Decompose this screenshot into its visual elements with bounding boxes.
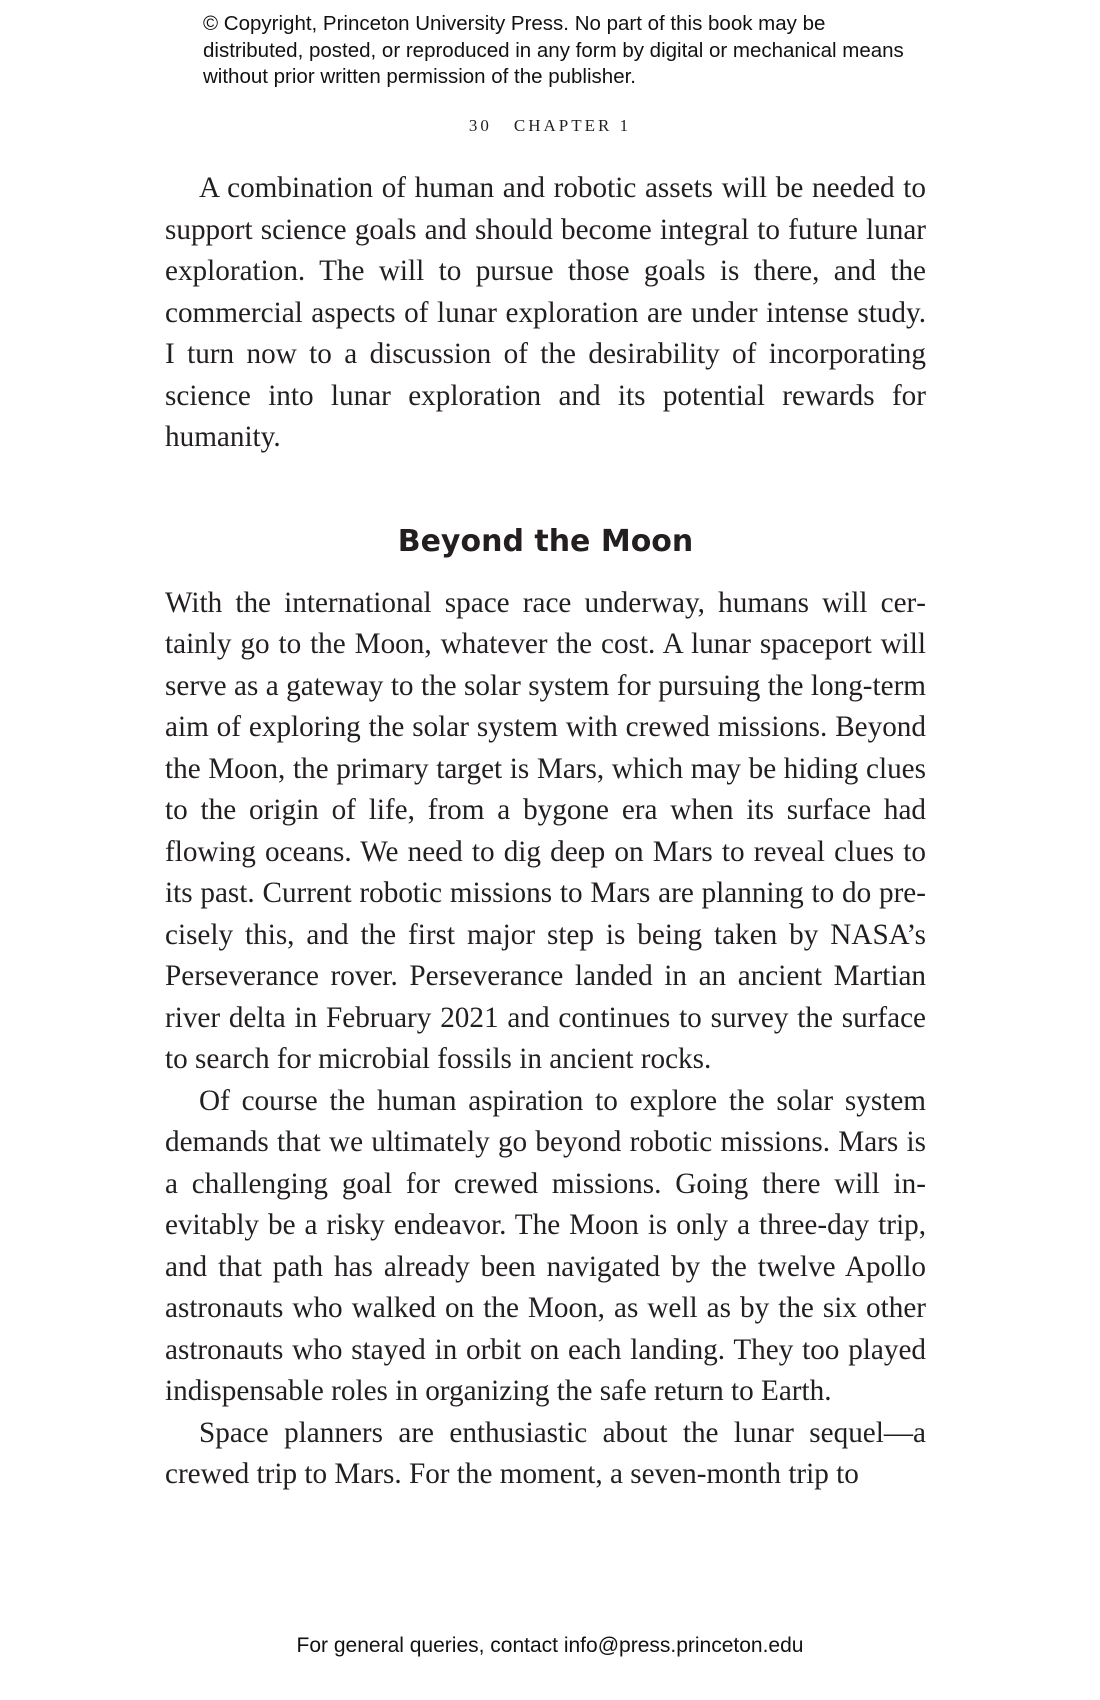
page-number: 30: [468, 116, 492, 135]
copyright-notice: © Copyright, Princeton University Press. No part of this book may be distributed, posted, or reproduced in any form by digital or mechanical means without prior written permission of the publisher.: [203, 12, 904, 88]
paragraph: With the international space race underway, humans will certainly go to the Moon, whatever the cost. A lunar spaceport will serve as a gateway to the solar system for pursuing the long-term aim of exploring the solar system with crewed missions. Beyond the Moon, the primary target is Mars, which may be hiding clues to the origin of life, from a bygone era when its surface had flowing oceans. We need to dig deep on Mars to reveal clues to its past. Current robotic missions to Mars are planning to do precisely this, and the first major step is being taken by NASA’s Perseverance rover. Perseverance landed in an ancient Martian river delta in February 2021 and continues to survey the surface to search for microbial fossils in ancient rocks.: [165, 586, 926, 1075]
paragraph: A combination of human and robotic assets will be needed to support science goals and should become integral to future lunar exploration. The will to pursue those goals is there, and the commercial aspects of lunar exploration are under intense study. I turn now to a discussion of the desirability of incorporating science into lunar exploration and its potential rewards for humanity.: [165, 172, 926, 453]
body-text: [165, 168, 926, 1496]
paragraph: Of course the human aspiration to explore the solar system demands that we ultimately go beyond robotic missions. Mars is a challenging goal for crewed missions. Going there will inevitably be a risky endeavor. The Moon is only a three-day trip, and that path has already been navigated by the twelve Apollo astronauts who walked on the Moon, as well as by the six other astronauts who stayed in orbit on each landing. They too played indispensable roles in organizing the safe return to Earth.: [165, 1084, 926, 1407]
section-heading: Beyond the Moon: [397, 523, 694, 559]
footer-contact: For general queries, contact info@press.princeton.edu: [296, 1634, 804, 1657]
chapter-label: CHAPTER 1: [513, 116, 632, 135]
running-head: [0, 116, 1100, 136]
paragraph: Space planners are enthusiastic about the lunar sequel—a crewed trip to Mars. For the moment, a seven-month trip to: [165, 1416, 926, 1490]
